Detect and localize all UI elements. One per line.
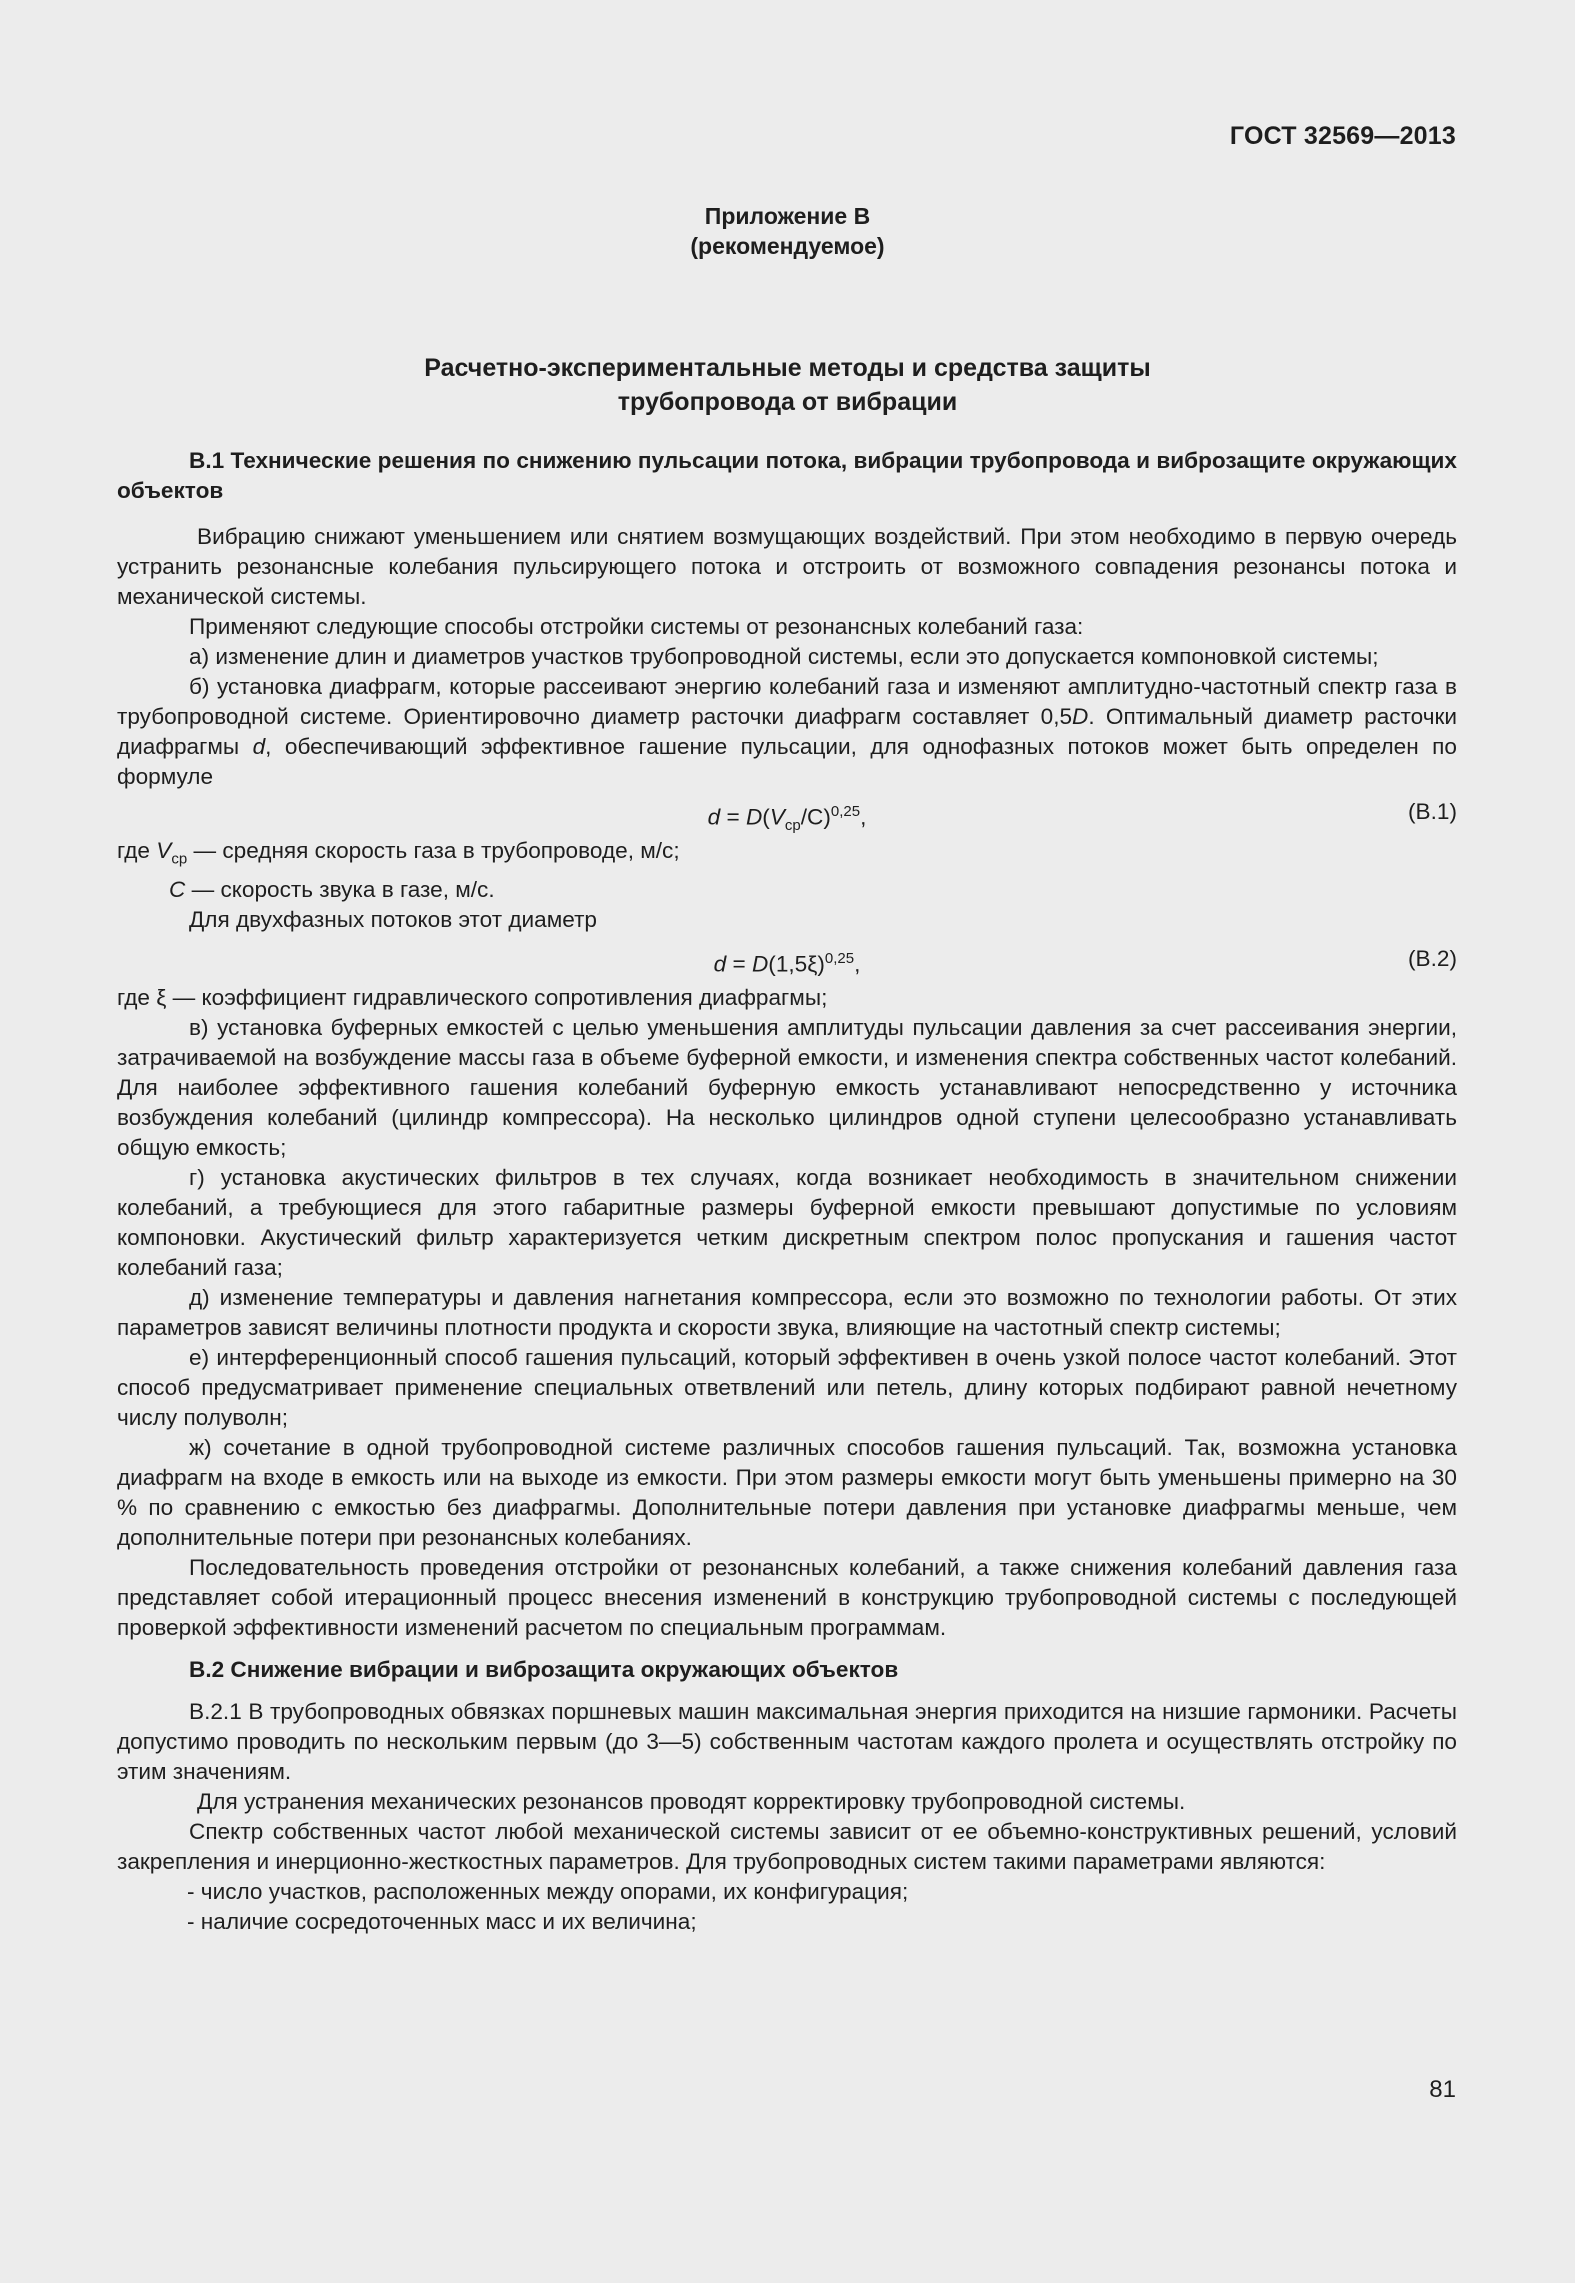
paragraph: Спектр собственных частот любой механической системы зависит от ее объемно-конструктивных решений, условий закрепления и инерционно-жесткостных параметров. Для трубопроводных систем такими параметрами являются:: [117, 1818, 1457, 1874]
list-item-a: а) изменение длин и диаметров участков трубопроводной системы, если это допускается компоновкой системы;: [189, 644, 1379, 669]
text-run: , обеспечивающий эффективное гашение пульсации, для однофазных потоков может быть определен по формуле: [117, 734, 1457, 789]
list-item-d: д) изменение температуры и давления нагнетания компрессора, если это возможно по технологии работы. От этих параметров зависят величины плотности продукта и скорости звука, влияющие на частотный спектр системы;: [117, 1284, 1457, 1340]
title-line-2: трубопровода от вибрации: [617, 388, 958, 416]
formula-number: (В.1): [1408, 799, 1457, 824]
text-run: — скорость звука в газе, м/с.: [185, 876, 495, 902]
formula-expression: [117, 939, 1457, 985]
list-item: - наличие сосредоточенных масс и их величина;: [187, 1908, 697, 1934]
formula-var: V: [769, 804, 785, 830]
appendix-status: (рекомендуемое): [690, 233, 885, 259]
formula-exponent: 0,25: [830, 803, 861, 820]
formula-op: =: [720, 804, 746, 830]
variable-d: d: [252, 734, 266, 759]
text-run: . Оптимальный диаметр расточки диафрагмы: [117, 704, 1458, 759]
paragraph: Последовательность проведения отстройки от резонансных колебаний, а также снижения колебаний давления газа представляет собой итерационный процесс внесения изменений в конструкцию трубопроводной системы с последующей проверкой эффективности изменений расчетом по специальным программам.: [117, 1554, 1457, 1640]
paragraph: Для двухфазных потоков этот диаметр: [189, 906, 597, 932]
appendix-heading: [0, 201, 1575, 261]
formula-number: (В.2): [1408, 945, 1457, 971]
formula-op: ,: [860, 804, 867, 830]
paragraph: Применяют следующие способы отстройки системы от резонансных колебаний газа:: [189, 614, 1084, 639]
formula-op: /C): [800, 804, 831, 830]
list-item-zh: ж) сочетание в одной трубопроводной системе различных способов гашения пульсаций. Так, возможна установка диафрагм на входе в емкость или на выходе из емкости. При этом размеры емкости могут быть уменьшены примерно на 30 % по сравнению с емкостью без диафрагмы. Дополнительные потери давления при установке диафрагмы меньше, чем дополнительные потери при резонансных колебаниях.: [117, 1434, 1457, 1550]
formula-var: d: [713, 951, 727, 977]
text-run: где: [117, 838, 157, 863]
list-item-v: в) установка буферных емкостей с целью уменьшения амплитуды пульсации давления за счет рассеивания энергии, затрачиваемой на возбуждение массы газа в объеме буферной емкости, и изменения спектра собственных частот колебаний. Для наиболее эффективного гашения колебаний буферную емкость устанавливают непосредственно у источника возбуждения колебаний (цилиндр компрессора). На несколько цилиндров одной ступени целесообразно устанавливать общую емкость;: [117, 1014, 1457, 1160]
list-item-b: [117, 672, 1457, 792]
where-clause: [117, 875, 1457, 905]
formula-op: (1,5ξ): [768, 951, 825, 977]
document-id: ГОСТ 32569—2013: [1229, 122, 1456, 150]
list-item-e: е) интерференционный способ гашения пульсаций, который эффективен в очень узкой полосе частот колебаний. Этот способ предусматривает применение специальных ответвлений или петель, длину которых подбирают равной нечетному числу полуволн;: [117, 1344, 1457, 1430]
document-body: [117, 446, 1457, 1937]
formula-expression: [117, 792, 1457, 846]
list-item-g: г) установка акустических фильтров в тех случаях, когда возникает необходимость в значительном снижении колебаний, а требующиеся для этого габаритные размеры буферной емкости превышают допустимые по условиям компоновки. Акустический фильтр характеризуется четким дискретным спектром полос пропускания и гашения частот колебаний газа;: [117, 1164, 1457, 1280]
appendix-label: Приложение В: [704, 203, 871, 229]
variable-D: D: [1072, 704, 1089, 729]
title-line-1: Расчетно-экспериментальные методы и средства защиты: [424, 354, 1151, 382]
formula-op: (: [762, 804, 770, 830]
formula-op: ,: [854, 951, 861, 977]
formula-exponent: 0,25: [824, 949, 855, 967]
text-run: — средняя скорость газа в трубопроводе, м/с;: [187, 838, 680, 863]
paragraph: В.2.1 В трубопроводных обвязках поршневых машин максимальная энергия приходится на низшие гармоники. Расчеты допустимо проводить по нескольким первым (до 3—5) собственным частотам каждого пролета и осуществлять отстройку по этим значениям.: [117, 1698, 1457, 1784]
formula-subscript: ср: [784, 817, 801, 835]
formula-b2: [117, 939, 1457, 979]
formula-var: d: [707, 804, 721, 830]
section-heading-b1: В.1 Технические решения по снижению пульсации потока, вибрации трубопровода и виброзащите окружающих объектов: [117, 448, 1457, 503]
page-number: 81: [1429, 2076, 1456, 2103]
formula-op: =: [726, 951, 752, 977]
formula-var: D: [751, 951, 769, 977]
section-heading-b2: В.2 Снижение вибрации и виброзащита окружающих объектов: [189, 1656, 899, 1682]
paragraph: Для устранения механических резонансов проводят корректировку трубопроводной системы.: [197, 1788, 1186, 1814]
list-item: - число участков, расположенных между опорами, их конфигурация;: [187, 1878, 909, 1904]
paragraph: Вибрацию снижают уменьшением или снятием возмущающих воздействий. При этом необходимо в первую очередь устранить резонансные колебания пульсирующего потока и отстроить от возможного совпадения резонансы потока и механической системы.: [117, 524, 1457, 609]
formula-b1: [117, 792, 1457, 835]
where-clause: где ξ — коэффициент гидравлического сопротивления диафрагмы;: [117, 984, 828, 1010]
variable-C: C: [169, 876, 186, 902]
subscript: ср: [171, 850, 188, 868]
text-run: б) установка диафрагм, которые рассеивают энергию колебаний газа и изменяют амплитудно-частотный спектр газа в трубопроводной системе. Ориентировочно диаметр расточки диафрагм составляет 0,5: [117, 674, 1457, 729]
appendix-title: [0, 351, 1575, 419]
formula-var: D: [745, 804, 763, 830]
variable-V: V: [156, 838, 172, 863]
